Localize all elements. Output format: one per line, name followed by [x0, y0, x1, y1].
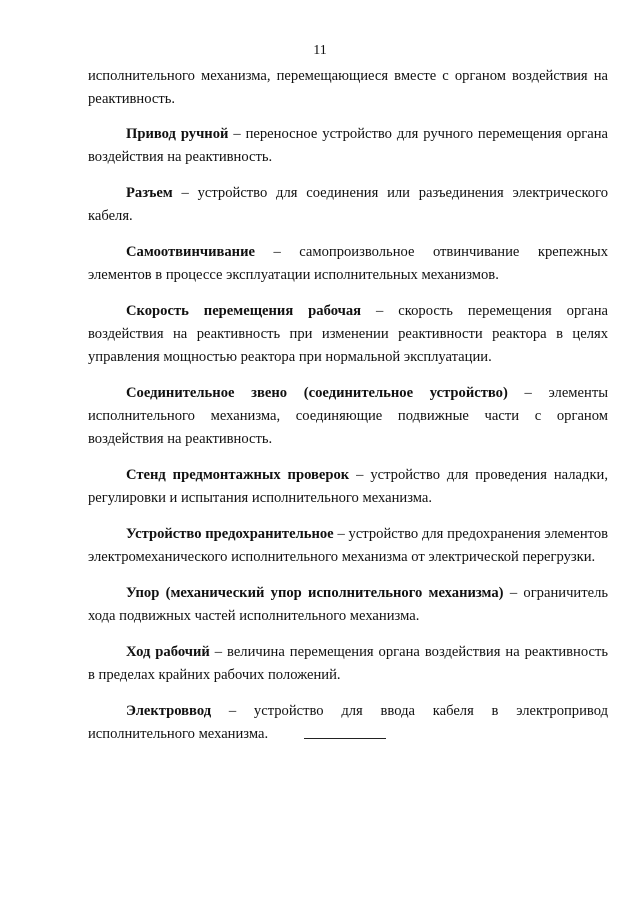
document-body	[88, 65, 608, 759]
definition-term: Стенд предмонтажных проверок	[126, 467, 350, 483]
definition-term: Электроввод	[126, 703, 212, 719]
definition-paragraph	[88, 464, 608, 510]
definition-text: устройство для предохранения элементов электромеханического исполнительного механизма от электрической перегрузки.	[88, 526, 609, 565]
definition-paragraph	[88, 700, 608, 746]
definition-paragraph	[88, 523, 608, 569]
definition-text: устройство для соединения или разъединения электрического кабеля.	[88, 185, 609, 224]
continuation-paragraph: исполнительного механизма, перемещающиеся вместе с органом воздействия на реактивность.	[88, 68, 608, 107]
definition-text: устройство для ввода кабеля в электропривод исполнительного механизма.	[88, 703, 609, 742]
definition-term: Скорость перемещения рабочая	[126, 303, 362, 319]
definition-text: переносное устройство для ручного перемещения органа воздействия на реактивность.	[88, 126, 609, 165]
definition-text: скорость перемещения органа воздействия на реактивность при изменении реактивности реактора в целях управления мощностью реактора при нормальной эксплуатации.	[88, 303, 608, 365]
end-divider	[304, 738, 386, 739]
definition-term: Соединительное звено (соединительное устройство)	[126, 385, 508, 401]
definition-paragraph	[88, 182, 608, 228]
definition-dash: –	[254, 244, 300, 260]
definition-term: Разъем	[126, 185, 173, 201]
definition-term: Самоотвинчивание	[126, 244, 255, 260]
definition-text: устройство для проведения наладки, регулировки и испытания исполнительного механизма.	[88, 467, 608, 506]
definition-dash: –	[349, 467, 371, 483]
definition-term: Привод ручной	[126, 126, 229, 142]
definition-paragraph	[88, 300, 608, 369]
definition-paragraph	[88, 582, 608, 628]
definition-term: Упор (механический упор исполнительного механизма)	[126, 585, 504, 601]
definition-dash: –	[209, 644, 228, 660]
definition-text: ограничитель хода подвижных частей исполнительного механизма.	[88, 585, 609, 624]
definition-dash: –	[211, 703, 254, 719]
definition-dash: –	[361, 303, 399, 319]
definitions-list	[88, 123, 608, 746]
page-number: 11	[313, 43, 327, 58]
definition-dash: –	[172, 185, 198, 201]
definition-term: Ход рабочий	[126, 644, 210, 660]
definition-dash: –	[507, 385, 549, 401]
definition-text: элементы исполнительного механизма, соединяющие подвижные части с органом воздействия на реактивность.	[88, 385, 608, 447]
definition-paragraph	[88, 241, 608, 287]
definition-term: Устройство предохранительное	[126, 526, 334, 542]
definition-dash: –	[333, 526, 349, 542]
definition-text: величина перемещения органа воздействия на реактивность в пределах крайних рабочих положений.	[88, 644, 609, 683]
definition-paragraph	[88, 382, 608, 451]
definition-dash: –	[228, 126, 246, 142]
definition-paragraph	[88, 123, 608, 169]
definition-text: самопроизвольное отвинчивание крепежных элементов в процессе эксплуатации исполнительных механизмов.	[88, 244, 608, 283]
definition-dash: –	[503, 585, 524, 601]
definition-paragraph	[88, 641, 608, 687]
